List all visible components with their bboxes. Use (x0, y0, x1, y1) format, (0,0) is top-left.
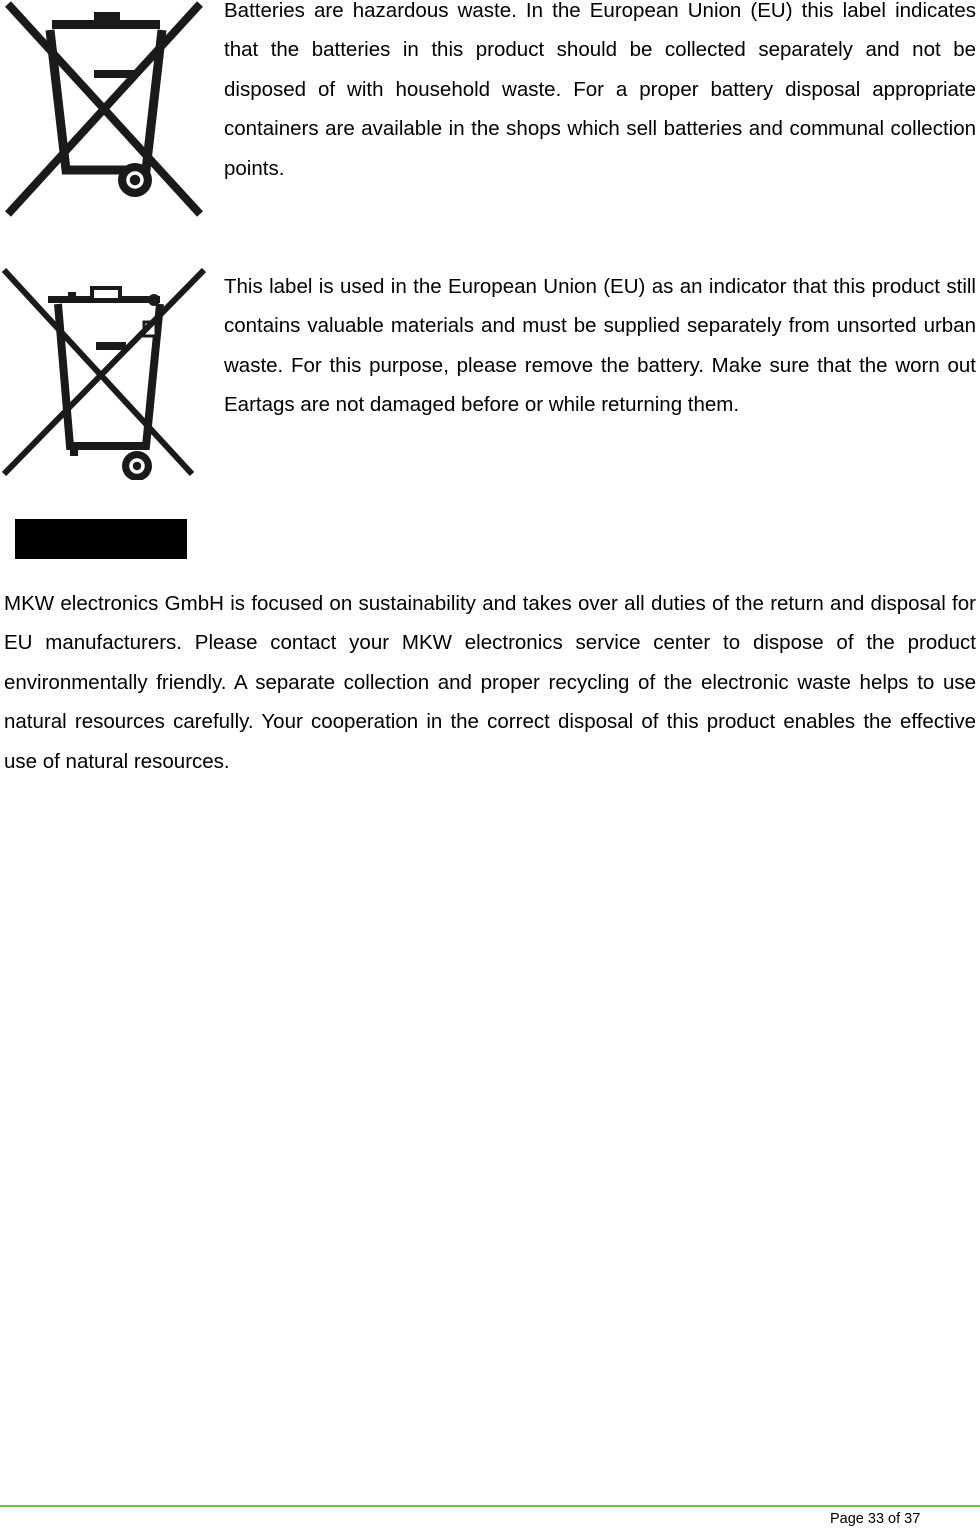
page-number: Page 33 of 37 (830, 1511, 921, 1527)
footer-divider (0, 1505, 980, 1507)
weee-notice-paragraph: This label is used in the European Union (EU) as an indicator that this product still contains valuable materials and must be supplied separately from unsorted urban waste. For this purpose, please remove the battery. Make sure that the worn out Eartags are not damaged before or while returning them. (224, 275, 976, 417)
weee-underline-bar (15, 519, 187, 559)
crossed-out-bin-weee-icon (0, 266, 208, 480)
crossed-out-bin-battery-icon (2, 0, 206, 218)
battery-notice-paragraph: Batteries are hazardous waste. In the European Union (EU) this label indicates that the batteries in this product should be collected separately and not be disposed of with household waste. For a proper battery disposal appropriate containers are available in the shops which sell batteries and communal collection points. (224, 0, 976, 180)
sustainability-notice-paragraph: MKW electronics GmbH is focused on sustainability and takes over all duties of the return and disposal for EU manufacturers. Please contact your MKW electronics service center to dispose of the product environmentally friendly. A separate collection and proper recycling of the electronic waste helps to use natural resources carefully. Your cooperation in the correct disposal of this product enables the effective use of natural resources. (4, 592, 976, 773)
